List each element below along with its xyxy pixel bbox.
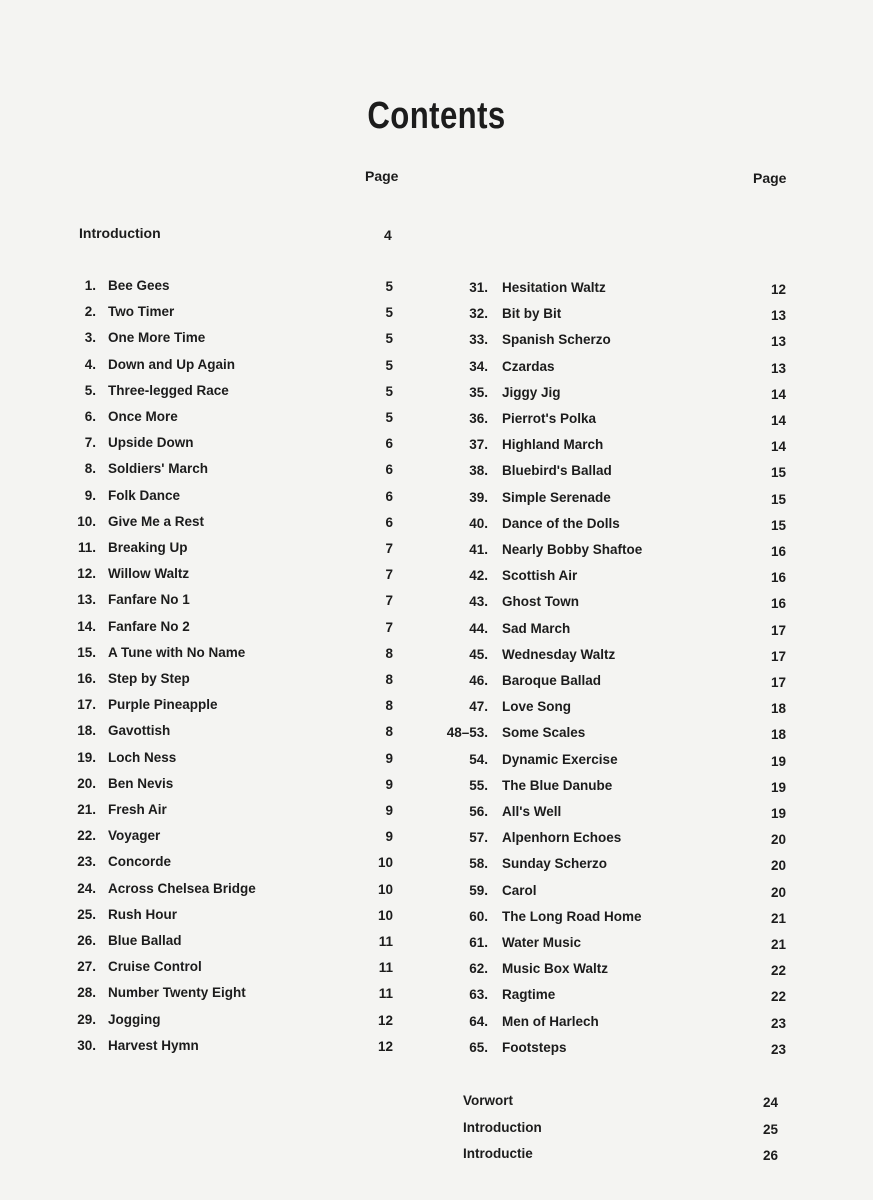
entry-title: Across Chelsea Bridge <box>108 880 256 896</box>
entry-title: Alpenhorn Echoes <box>502 830 622 846</box>
toc-entry <box>0 644 873 667</box>
entry-title: Dynamic Exercise <box>502 751 618 767</box>
entry-page: 24 <box>762 1095 778 1110</box>
entry-title: Baroque Ballad <box>502 673 602 688</box>
entry-page: 9 <box>385 829 393 845</box>
entry-page: 9 <box>385 803 393 818</box>
entry-page: 21 <box>770 910 786 926</box>
entry-page: 22 <box>770 963 786 979</box>
entry-title: Harvest Hymn <box>108 1037 199 1053</box>
entry-page: 14 <box>770 386 786 402</box>
entry-number: 17. <box>77 697 96 713</box>
entry-page: 7 <box>385 593 393 609</box>
entry-title: Dance of the Dolls <box>502 515 620 531</box>
entry-title: Rush Hour <box>108 906 177 922</box>
toc-entry <box>0 618 873 641</box>
entry-number: 61. <box>469 935 488 950</box>
entry-title: Sad March <box>502 620 571 636</box>
entry-page: 5 <box>385 331 393 347</box>
entry-title: Hesitation Waltz <box>502 280 606 295</box>
entry-title: One More Time <box>108 330 206 346</box>
toc-entry <box>0 487 873 510</box>
entry-title: The Long Road Home <box>502 908 642 924</box>
entry-page: 8 <box>385 698 393 714</box>
entry-number: 38. <box>469 463 488 479</box>
entry-number: 3. <box>84 330 96 346</box>
toc-entry <box>0 280 873 300</box>
entry-title: Highland March <box>502 437 604 453</box>
entry-page: 15 <box>770 465 786 481</box>
entry-number: 35. <box>469 384 488 400</box>
toc-entry <box>0 961 873 981</box>
toc-entry <box>0 332 873 352</box>
entry-page: 18 <box>770 701 786 717</box>
entry-number: 40. <box>469 515 488 531</box>
entry-title: Loch Ness <box>108 749 177 765</box>
entry-title: Wednesday Waltz <box>502 646 616 662</box>
entry-title: Cruise Control <box>108 959 202 975</box>
entry-number: 43. <box>469 594 488 610</box>
entry-page: 10 <box>377 907 393 923</box>
entry-number: 15. <box>77 644 96 660</box>
entry-number: 28. <box>77 985 96 1001</box>
entry-number: 7. <box>84 435 96 451</box>
entry-title: Ragtime <box>502 987 556 1003</box>
toc-entry <box>0 356 873 379</box>
toc-entry <box>0 699 873 719</box>
toc-entry <box>0 513 873 536</box>
entry-number: 26. <box>77 933 96 948</box>
entry-number: 62. <box>469 961 488 977</box>
entry-title: Fresh Air <box>108 802 167 817</box>
entry-number: 45. <box>469 646 488 662</box>
entry-page: 17 <box>770 648 786 664</box>
entry-title: Blue Ballad <box>108 933 182 948</box>
entry-page: 16 <box>770 596 786 612</box>
entry-page: 16 <box>770 570 786 586</box>
toc-entry <box>0 306 873 326</box>
entry-page: 19 <box>770 806 786 821</box>
entry-number: 41. <box>469 542 488 557</box>
entry-page: 14 <box>770 413 786 428</box>
entry-page: 11 <box>378 986 393 1002</box>
entry-number: 12. <box>77 566 96 582</box>
entry-title: Love Song <box>502 699 572 715</box>
entry-title: Scottish Air <box>502 568 578 584</box>
entry-title: Step by Step <box>108 671 190 686</box>
entry-page: 16 <box>770 544 786 559</box>
entry-page: 9 <box>385 750 393 766</box>
page-title: Contents <box>367 95 506 137</box>
entry-page: 21 <box>770 937 786 952</box>
toc-entry <box>0 935 873 955</box>
entry-number: 37. <box>469 437 488 453</box>
right-page-heading: Page <box>753 170 787 186</box>
entry-number: 31. <box>469 280 488 295</box>
toc-entry <box>0 463 873 483</box>
toc-entry <box>0 830 873 850</box>
entry-title: Ghost Town <box>502 594 579 610</box>
entry-title: The Blue Danube <box>502 777 613 793</box>
introduction-page: 4 <box>384 227 392 243</box>
entry-title: Pierrot's Polka <box>502 411 596 426</box>
entry-title: Simple Serenade <box>502 489 611 505</box>
toc-entry <box>0 1037 873 1060</box>
entry-title: Music Box Waltz <box>502 961 609 977</box>
entry-title: Breaking Up <box>108 540 188 555</box>
entry-page: 5 <box>385 383 393 399</box>
entry-page: 15 <box>770 491 786 507</box>
entry-title: Three-legged Race <box>108 382 229 398</box>
entry-number: 64. <box>469 1013 488 1029</box>
toc-entry <box>0 542 873 562</box>
entry-number: 55. <box>469 777 488 793</box>
entry-title: Fanfare No 1 <box>108 592 190 608</box>
entry-title: Concorde <box>108 854 172 870</box>
entry-number: 14. <box>77 618 96 634</box>
entry-number: 56. <box>469 804 488 819</box>
entry-title: Purple Pineapple <box>108 697 218 713</box>
toc-entry <box>0 673 873 693</box>
entry-title: Soldiers' March <box>108 461 208 477</box>
entry-number: 48–53. <box>446 725 488 741</box>
entry-page: 6 <box>385 462 393 478</box>
entry-number: 63. <box>469 987 488 1003</box>
entry-number: 34. <box>469 358 488 374</box>
entry-number: 6. <box>84 409 96 424</box>
entry-page: 20 <box>770 884 786 900</box>
entry-number: 22. <box>77 828 96 844</box>
entry-number: 58. <box>469 856 488 872</box>
entry-page: 23 <box>770 1015 786 1031</box>
entry-title: Willow Waltz <box>108 566 190 582</box>
toc-entry <box>0 1146 873 1166</box>
toc-entry <box>0 987 873 1007</box>
entry-page: 20 <box>770 858 786 874</box>
entry-page: 7 <box>385 567 393 583</box>
entry-number: 2. <box>84 304 96 320</box>
toc-entry <box>0 1093 873 1113</box>
entry-page: 11 <box>378 960 393 976</box>
toc-entry <box>0 880 873 903</box>
entry-number: 13. <box>77 592 96 608</box>
entry-title: Voyager <box>108 828 161 844</box>
entry-title: Bit by Bit <box>502 306 562 322</box>
entry-number: 1. <box>84 278 96 293</box>
entry-title: Footsteps <box>502 1039 567 1055</box>
entry-page: 11 <box>378 934 393 949</box>
entry-title: Czardas <box>502 358 555 374</box>
entry-title: Introductie <box>463 1146 533 1161</box>
toc-entry <box>0 594 873 614</box>
entry-title: Once More <box>108 409 178 424</box>
entry-title: Water Music <box>502 935 582 950</box>
toc-entry <box>0 411 873 431</box>
entry-number: 19. <box>77 749 96 765</box>
entry-page: 26 <box>762 1148 778 1163</box>
entry-page: 18 <box>770 727 786 743</box>
entry-title: Jiggy Jig <box>502 384 561 400</box>
entry-page: 10 <box>377 855 393 871</box>
entry-page: 5 <box>385 410 393 425</box>
entry-title: Two Timer <box>108 304 175 320</box>
entry-number: 60. <box>469 908 488 924</box>
entry-page: 22 <box>770 989 786 1005</box>
entry-title: Spanish Scherzo <box>502 332 611 348</box>
toc-entry <box>0 749 873 772</box>
toc-entry <box>0 568 873 588</box>
entry-page: 9 <box>385 776 393 792</box>
entry-page: 8 <box>385 672 393 687</box>
entry-page: 12 <box>377 1012 393 1028</box>
entry-number: 9. <box>84 487 96 503</box>
entry-number: 33. <box>469 332 488 348</box>
entry-number: 21. <box>77 802 96 817</box>
entry-page: 8 <box>385 724 393 740</box>
entry-title: Number Twenty Eight <box>108 985 246 1001</box>
entry-title: Give Me a Rest <box>108 513 205 529</box>
entry-number: 42. <box>469 568 488 584</box>
entry-number: 11. <box>77 540 96 555</box>
entry-number: 5. <box>84 382 96 398</box>
entry-page: 23 <box>770 1041 786 1057</box>
entry-number: 44. <box>469 620 488 636</box>
entry-number: 27. <box>77 959 96 975</box>
introduction-title: Introduction <box>79 225 161 241</box>
entry-number: 10. <box>77 513 96 529</box>
entry-number: 23. <box>77 854 96 870</box>
entry-number: 59. <box>469 882 488 898</box>
entry-page: 20 <box>770 832 786 848</box>
entry-title: Fanfare No 2 <box>108 618 190 634</box>
entry-page: 19 <box>770 779 786 795</box>
entry-page: 8 <box>385 645 393 661</box>
entry-number: 4. <box>84 356 96 372</box>
entry-number: 16. <box>77 671 96 686</box>
entry-title: Gavottish <box>108 723 171 739</box>
entry-page: 7 <box>385 619 393 635</box>
entry-page: 13 <box>770 334 786 350</box>
toc-entry <box>0 1120 873 1140</box>
entry-page: 6 <box>385 436 393 452</box>
entry-title: Jogging <box>108 1011 161 1027</box>
entry-number: 18. <box>77 723 96 739</box>
entry-number: 46. <box>469 673 488 688</box>
entry-page: 12 <box>377 1038 393 1054</box>
entry-number: 36. <box>469 411 488 426</box>
toc-entry <box>0 1011 873 1034</box>
entry-page: 19 <box>770 753 786 769</box>
entry-number: 47. <box>469 699 488 715</box>
entry-title: Bluebird's Ballad <box>502 463 612 479</box>
entry-title: All's Well <box>502 804 562 819</box>
entry-number: 57. <box>469 830 488 846</box>
entry-title: Upside Down <box>108 435 194 451</box>
entry-title: Introduction <box>463 1119 542 1135</box>
entry-title: A Tune with No Name <box>108 644 246 660</box>
entry-number: 30. <box>77 1037 96 1053</box>
entry-page: 6 <box>385 488 393 504</box>
entry-title: Vorwort <box>463 1093 513 1108</box>
entry-page: 10 <box>377 881 393 897</box>
entry-page: 25 <box>762 1121 778 1137</box>
entry-page: 7 <box>385 541 393 556</box>
entry-page: 13 <box>770 308 786 324</box>
entry-number: 29. <box>77 1011 96 1027</box>
entry-number: 39. <box>469 489 488 505</box>
entry-page: 5 <box>385 279 393 294</box>
entry-page: 14 <box>770 439 786 455</box>
entry-title: Folk Dance <box>108 487 181 503</box>
entry-page: 12 <box>770 282 786 297</box>
entry-number: 65. <box>469 1039 488 1055</box>
toc-entry <box>0 437 873 457</box>
toc-entry <box>0 856 873 876</box>
entry-title: Bee Gees <box>108 278 170 293</box>
entry-title: Carol <box>502 882 537 898</box>
toc-entry <box>0 775 873 798</box>
left-page-heading: Page <box>365 168 399 184</box>
entry-number: 32. <box>469 306 488 322</box>
entry-page: 15 <box>770 517 786 533</box>
entry-page: 13 <box>770 360 786 376</box>
entry-page: 5 <box>385 357 393 373</box>
entry-number: 54. <box>469 751 488 767</box>
entry-page: 6 <box>385 514 393 530</box>
entry-page: 17 <box>770 622 786 638</box>
entry-title: Ben Nevis <box>108 775 174 791</box>
entry-title: Some Scales <box>502 725 586 741</box>
toc-entry <box>0 382 873 405</box>
entry-page: 5 <box>385 305 393 321</box>
toc-entry <box>0 725 873 745</box>
entry-page: 17 <box>770 675 786 690</box>
entry-title: Nearly Bobby Shaftoe <box>502 542 643 557</box>
entry-number: 20. <box>77 775 96 791</box>
toc-entry <box>0 804 873 824</box>
entry-title: Men of Harlech <box>502 1013 599 1029</box>
entry-number: 24. <box>77 880 96 896</box>
entry-title: Sunday Scherzo <box>502 856 608 872</box>
toc-entry <box>0 906 873 929</box>
entry-number: 25. <box>77 906 96 922</box>
entry-number: 8. <box>84 461 96 477</box>
entry-title: Down and Up Again <box>108 356 235 372</box>
